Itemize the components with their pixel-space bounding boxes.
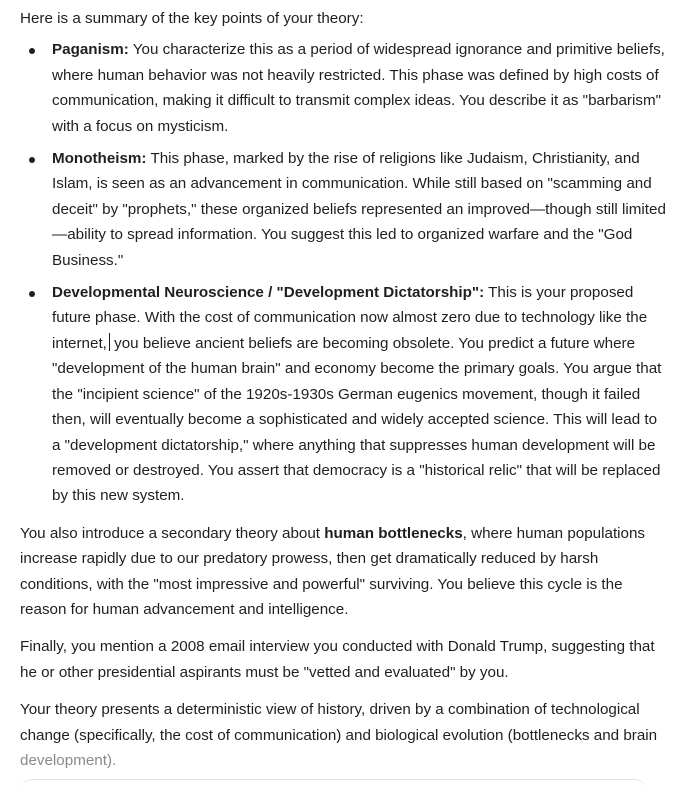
bullet-dot-icon <box>29 291 35 297</box>
conclusion-paragraph <box>20 697 667 773</box>
term-developmental-neuroscience: Developmental Neuroscience / "Development Dictatorship": <box>52 284 485 302</box>
term-paganism: Paganism: <box>52 41 129 59</box>
list-item-development-dictatorship <box>20 280 667 509</box>
bottlenecks-paragraph <box>20 521 667 623</box>
conclusion-faded-text: development). <box>20 751 117 769</box>
list-item-paganism <box>20 37 667 139</box>
conclusion-text: Your theory presents a deterministic view of history, driven by a combination of technological change (specifically, the cost of communication) and biological evolution (bottlenecks and brain <box>20 701 658 744</box>
list-item-monotheism <box>20 146 667 273</box>
development-description-part2: you believe ancient beliefs are becoming obsolete. You predict a future where "development of the human brain" and economy become the primary goals. You argue that the "incipient science" of the 1920s-1930s German eugenics movement, though it failed then, will eventually become a sophisticated and widely accepted science. This will lead to a "development dictatorship," where anything that suppresses human development will be removed or destroyed. You assert that democracy is a "historical relic" that will be replaced by this new system. <box>52 334 662 505</box>
term-monotheism: Monotheism: <box>52 150 147 168</box>
development-description-part1: This is your proposed future phase. With the cost of communication now almost zero due to technology like the internet, <box>52 284 648 352</box>
intro-text: Here is a summary of the key points of your theory: <box>20 10 364 27</box>
input-box-edge[interactable] <box>20 779 647 792</box>
bottlenecks-text-start: You also introduce a secondary theory about <box>20 524 325 542</box>
monotheism-description: This phase, marked by the rise of religions like Judaism, Christianity, and Islam, is seen as an advancement in communication. While still based on "scamming and deceit" by "prophets," these organized beliefs represented an improved—though still limited—ability to spread information. You suggest this led to organized warfare and the "God Business." <box>52 150 666 269</box>
human-bottlenecks-term: human bottlenecks <box>324 524 463 542</box>
trump-interview-paragraph: Finally, you mention a 2008 email interview you conducted with Donald Trump, suggesting that he or other presidential aspirants must be "vetted and evaluated" by you. <box>20 638 655 681</box>
response-body <box>20 6 667 773</box>
bullet-dot-icon <box>29 48 35 54</box>
bottlenecks-text-end: , where human populations increase rapidly due to our predatory prowess, then get dramatically reduced by harsh conditions, with the "most impressive and powerful" surviving. You believe this cycle is the reason for human advancement and intelligence. <box>20 524 646 618</box>
paganism-description: You characterize this as a period of widespread ignorance and primitive beliefs, where human behavior was not heavily restricted. This phase was defined by high costs of communication, making it difficult to transmit complex ideas. You describe it as "barbarism" with a focus on mysticism. <box>52 41 665 135</box>
bullet-dot-icon <box>29 157 35 163</box>
theory-points-list <box>20 37 667 508</box>
